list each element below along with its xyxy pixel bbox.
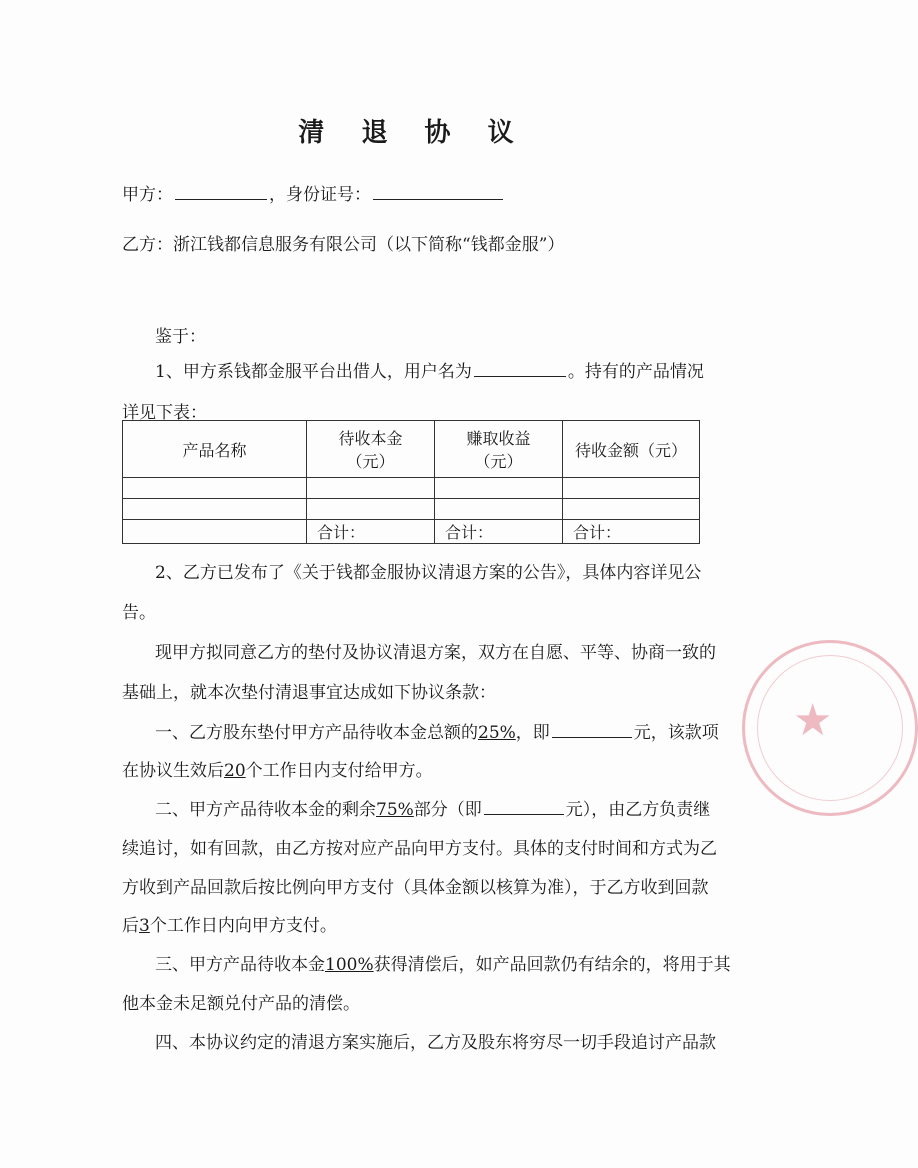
star-icon: ★ bbox=[793, 695, 833, 746]
clause4-line1: 四、本协议约定的清退方案实施后，乙方及股东将穷尽一切手段追讨产品款 bbox=[155, 1033, 716, 1053]
whereas-heading: 鉴于： bbox=[155, 327, 206, 347]
item1-line1 bbox=[155, 357, 704, 382]
table-row bbox=[123, 478, 700, 499]
party-a-line bbox=[122, 180, 505, 205]
table-cell[interactable] bbox=[563, 478, 700, 499]
item1-text-b: 。持有的产品情况 bbox=[567, 362, 704, 382]
table-cell bbox=[123, 520, 307, 544]
party-a-id-blank[interactable] bbox=[373, 181, 503, 200]
clause3-line2: 他本金未足额兑付产品的清偿。 bbox=[122, 994, 360, 1014]
intro-line1: 现甲方拟同意乙方的垫付及协议清退方案，双方在自愿、平等、协商一致的 bbox=[155, 643, 716, 663]
clause2-percent: 75% bbox=[376, 800, 414, 820]
clause2-text-c: 元），由乙方负责继 bbox=[565, 800, 711, 820]
clause3-text-b: 获得清偿后，如产品回款仍有结余的，将用于其 bbox=[373, 955, 731, 975]
clause1-days: 20 bbox=[224, 761, 246, 781]
clause1-percent: 25% bbox=[478, 723, 516, 743]
header-product-name: 产品名称 bbox=[123, 421, 307, 478]
intro-line2: 基础上，就本次垫付清退事宜达成如下协议条款： bbox=[122, 683, 496, 703]
header-earnings: 赚取收益 （元） bbox=[435, 421, 563, 478]
table-cell[interactable] bbox=[123, 478, 307, 499]
table-cell[interactable] bbox=[435, 499, 563, 520]
table-cell[interactable] bbox=[563, 499, 700, 520]
item1-text-a: 1、甲方系钱都金服平台出借人，用户名为 bbox=[155, 362, 472, 382]
clause3-line1 bbox=[155, 950, 731, 975]
clause2-text-a: 二、甲方产品待收本金的剩余 bbox=[155, 800, 376, 820]
total-earnings-label: 合计： bbox=[435, 520, 563, 544]
document-title: 清 退 协 议 bbox=[298, 118, 528, 148]
party-a-id-label: ，身份证号： bbox=[269, 185, 371, 205]
table-header-row bbox=[123, 421, 700, 478]
party-a-label: 甲方： bbox=[122, 185, 173, 205]
header-principal: 待收本金 （元） bbox=[307, 421, 435, 478]
party-b-line: 乙方：浙江钱都信息服务有限公司（以下简称“钱都金服”） bbox=[122, 235, 565, 255]
table-total-row bbox=[123, 520, 700, 544]
total-principal-label: 合计： bbox=[307, 520, 435, 544]
clause2-line4 bbox=[122, 911, 337, 936]
table-cell[interactable] bbox=[307, 499, 435, 520]
company-seal-stamp bbox=[742, 640, 918, 816]
clause2-line1 bbox=[155, 795, 710, 820]
header-receivable: 待收金额（元） bbox=[563, 421, 700, 478]
table-cell[interactable] bbox=[435, 478, 563, 499]
party-a-name-blank[interactable] bbox=[175, 181, 267, 200]
clause3-percent: 100% bbox=[325, 955, 374, 975]
clause2-text-d: 后 bbox=[122, 916, 139, 936]
clause1-text-b: ，即 bbox=[515, 723, 550, 743]
clause1-line1 bbox=[155, 718, 719, 743]
clause2-line2: 续追讨，如有回款，由乙方按对应产品向甲方支付。具体的支付时间和方式为乙 bbox=[122, 839, 717, 859]
clause2-amount-blank[interactable] bbox=[484, 796, 564, 815]
item1-line2: 详见下表： bbox=[122, 403, 207, 423]
clause1-text-e: 个工作日内支付给甲方。 bbox=[245, 761, 433, 781]
clause2-days: 3 bbox=[139, 916, 150, 936]
clause1-text-c: 元，该款项 bbox=[633, 723, 719, 743]
clause2-text-e: 个工作日内向甲方支付。 bbox=[149, 916, 337, 936]
clause1-text-d: 在协议生效后 bbox=[122, 761, 224, 781]
clause1-text-a: 一、乙方股东垫付甲方产品待收本金总额的 bbox=[155, 723, 478, 743]
clause2-text-b: 部分（即 bbox=[413, 800, 482, 820]
username-blank[interactable] bbox=[474, 358, 566, 377]
clause1-amount-blank[interactable] bbox=[552, 719, 632, 738]
clause3-text-a: 三、甲方产品待收本金 bbox=[155, 955, 325, 975]
table-cell[interactable] bbox=[123, 499, 307, 520]
table-row bbox=[123, 499, 700, 520]
item2-line2: 告。 bbox=[122, 603, 156, 623]
total-receivable-label: 合计： bbox=[563, 520, 700, 544]
item2-line1: 2、乙方已发布了《关于钱都金服协议清退方案的公告》，具体内容详见公 bbox=[155, 563, 702, 583]
clause2-line3: 方收到产品回款后按比例向甲方支付（具体金额以核算为准），于乙方收到回款 bbox=[122, 878, 709, 898]
clause1-line2 bbox=[122, 756, 433, 781]
product-table bbox=[122, 420, 700, 544]
table-cell[interactable] bbox=[307, 478, 435, 499]
